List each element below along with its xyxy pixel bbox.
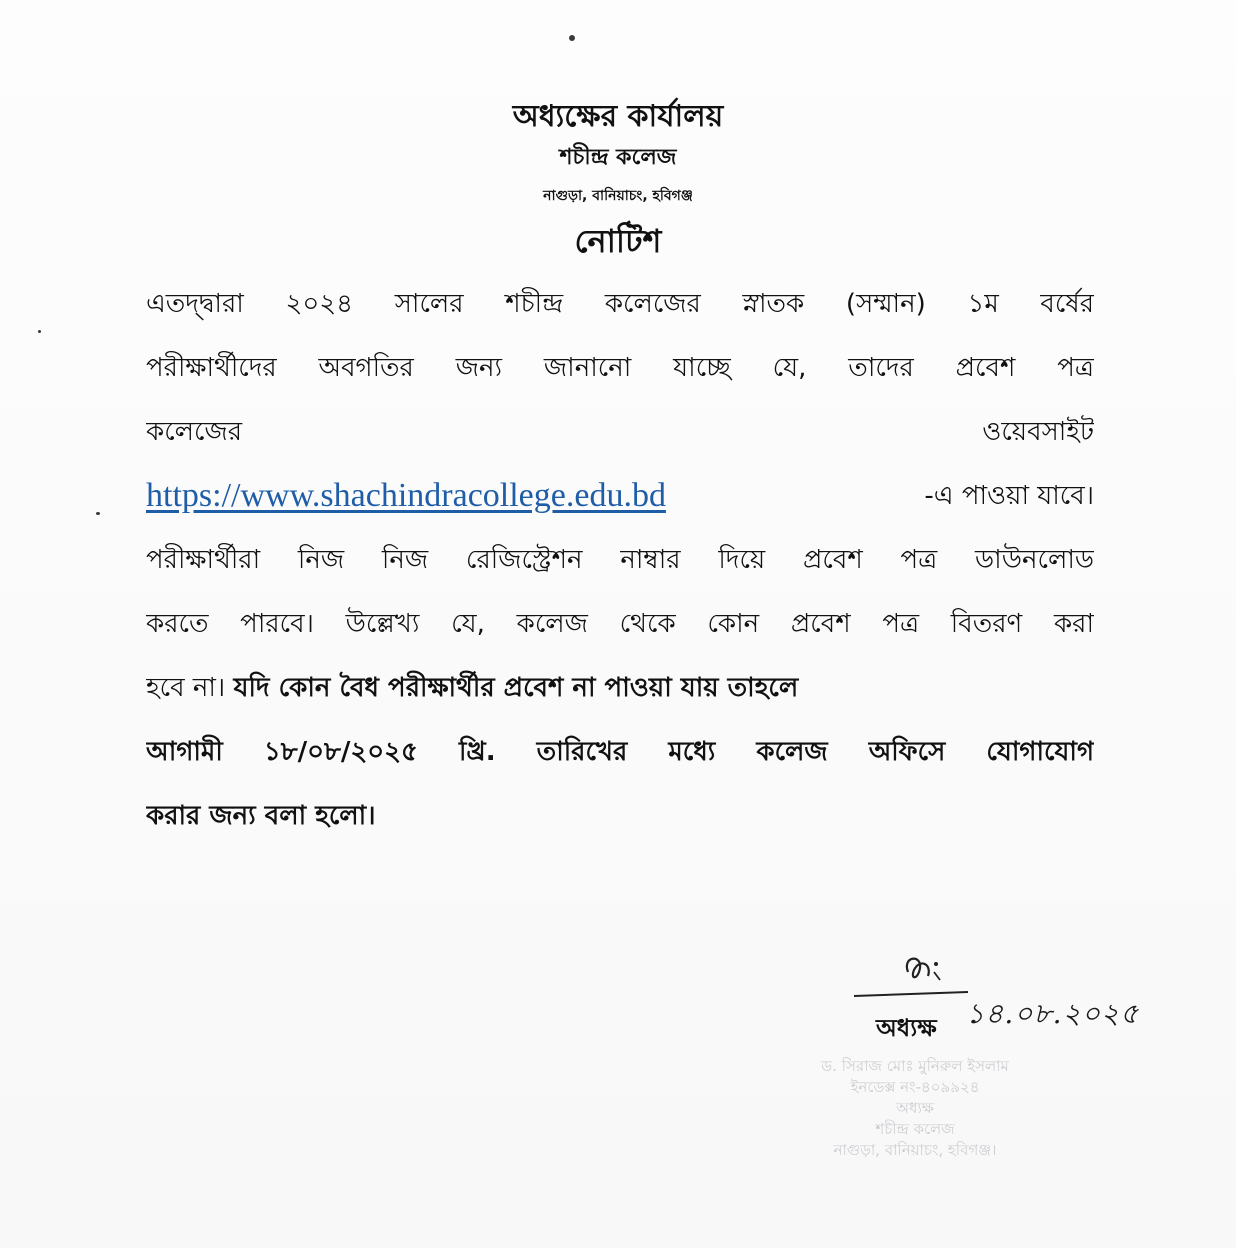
paper-speck bbox=[38, 330, 41, 333]
stamp-title: অধ্যক্ষ bbox=[896, 1099, 934, 1117]
body-line-9: করার জন্য বলা হলো। bbox=[146, 801, 376, 831]
notice-body bbox=[146, 272, 1094, 848]
principal-stamp bbox=[790, 1056, 1040, 1186]
body-line-3-left: কলেজের bbox=[146, 417, 243, 447]
body-line-5: পরীক্ষার্থীরা নিজ নিজ রেজিস্ট্রেশন নাম্বার দিয়ে প্রবেশ পত্র ডাউনলোড bbox=[146, 545, 1094, 575]
body-line-6: করতে পারবে। উল্লেখ্য যে, কলেজ থেকে কোন প্রবেশ পত্র বিতরণ করা bbox=[146, 609, 1094, 639]
body-line-1: এতদ্দ্বারা ২০২৪ সালের শচীন্দ্র কলেজের স্নাতক (সম্মান) ১ম বর্ষের bbox=[146, 289, 1094, 319]
body-line-4-suffix: -এ পাওয়া যাবে। bbox=[924, 481, 1094, 511]
paper-speck bbox=[96, 512, 100, 515]
stamp-address: নাগুড়া, বানিয়াচং, হবিগঞ্জ। bbox=[833, 1141, 997, 1159]
body-line-7-normal: হবে না। bbox=[146, 673, 234, 703]
body-line-4 bbox=[146, 464, 1094, 528]
body-line-2: পরীক্ষার্থীদের অবগতির জন্য জানানো যাচ্ছে যে, তাদের প্রবেশ পত্র bbox=[146, 353, 1094, 383]
stamp-index: ইনডেক্স নং-৪০৯৯২৪ bbox=[850, 1078, 980, 1096]
college-address: নাগুড়া, বানিয়াচং, হবিগঞ্জ bbox=[543, 188, 693, 204]
body-line-8: আগামী ১৮/০৮/২০২৫ খ্রি. তারিখের মধ্যে কলেজ অফিসে যোগাযোগ bbox=[146, 737, 1094, 767]
principal-label: অধ্যক্ষ bbox=[876, 1014, 937, 1042]
notice-title: নোটিশ bbox=[574, 222, 662, 260]
signature-date: ১৪.০৮.২০২৫ bbox=[966, 997, 1140, 1030]
stamp-college: শচীন্দ্র কলেজ bbox=[875, 1120, 955, 1138]
paper-speck bbox=[569, 35, 575, 41]
stamp-name: ড. সিরাজ মোঃ মুনিরুল ইসলাম bbox=[821, 1057, 1009, 1075]
body-line-3 bbox=[146, 400, 1094, 464]
college-website-link[interactable]: https://www.shachindracollege.edu.bd bbox=[146, 477, 666, 514]
body-line-7-bold: যদি কোন বৈধ পরীক্ষার্থীর প্রবেশ না পাওয়া যায় তাহলে bbox=[233, 673, 799, 703]
college-name: শচীন্দ্র কলেজ bbox=[559, 145, 677, 170]
office-title: অধ্যক্ষের কার্যালয় bbox=[512, 99, 724, 134]
body-line-3-right: ওয়েবসাইট bbox=[982, 417, 1094, 447]
body-line-7 bbox=[146, 656, 1094, 720]
